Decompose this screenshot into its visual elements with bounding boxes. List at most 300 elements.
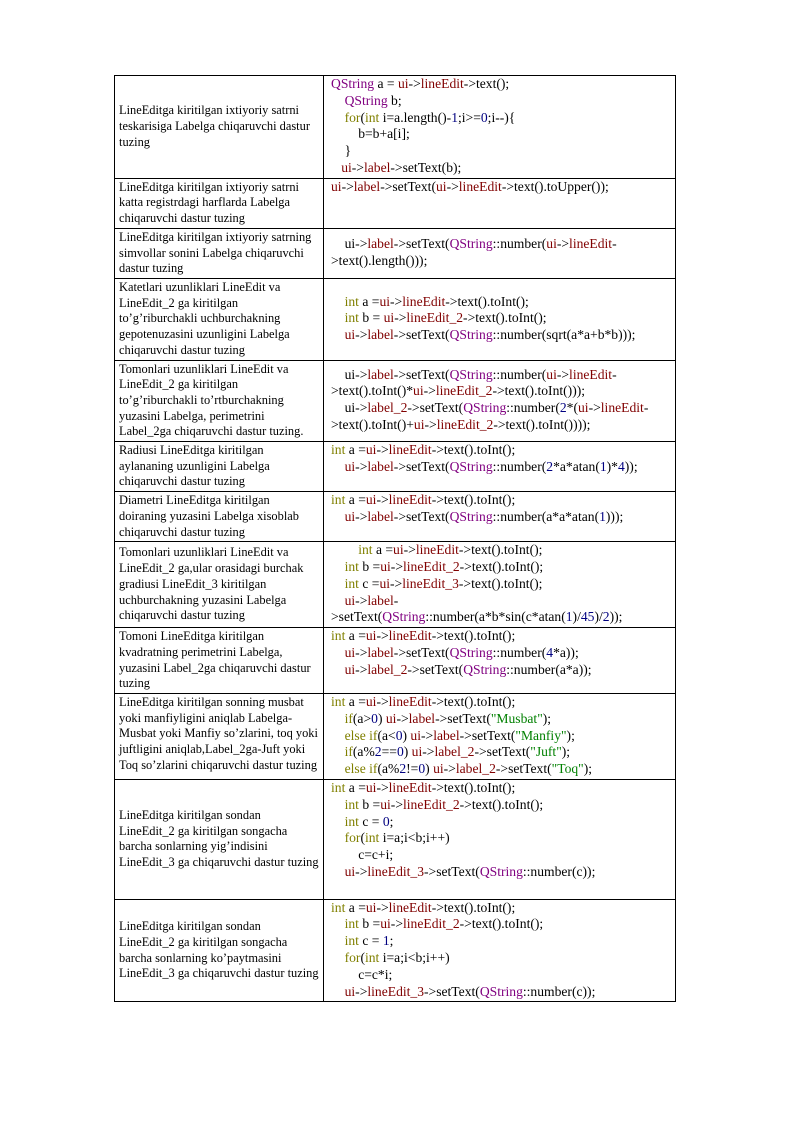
code-token: lineEdit <box>388 492 432 508</box>
task-description: Tomoni LineEditga kiritilgan kvadratning perimetrini Labelga, yuzasini Label_2ga chiqaruvchi dastur tuzing <box>115 628 324 694</box>
code-token: QString <box>331 76 375 91</box>
code-token: -> <box>396 710 409 726</box>
code-line <box>331 576 671 593</box>
code-token <box>331 509 345 524</box>
code-line <box>331 383 671 400</box>
code-token: b = <box>358 796 381 812</box>
code-token: label_2 <box>367 661 408 677</box>
code-token: c = <box>358 933 383 949</box>
code-cell <box>324 360 676 442</box>
code-token: ui <box>393 542 404 558</box>
code-token: ui <box>397 76 409 91</box>
code-token: QString <box>449 508 493 524</box>
code-line <box>331 950 671 967</box>
code-token: ; <box>389 933 394 949</box>
code-token: 1 <box>451 109 458 125</box>
code-token: -> <box>376 442 389 458</box>
code-line <box>331 76 671 93</box>
code-token: ) <box>403 744 412 760</box>
code-token: ->text().toInt(); <box>458 542 543 558</box>
code-token: ui <box>413 417 425 433</box>
code-token: - <box>612 236 617 252</box>
task-description: Tomonlari uzunliklari LineEdit va LineEdit_2 ga,ular orasidagi burchak gradiusi LineEdit_3 kiritilgan uchburchakning yuzasini Labelga chiqaruvchi dastur tuzing <box>115 542 324 628</box>
code-token: QString <box>479 864 523 880</box>
code-token: ->text().toInt(); <box>459 796 544 812</box>
code-token: int <box>331 628 346 644</box>
code-line <box>331 933 671 950</box>
code-token: -> <box>355 645 368 661</box>
code-token: ui <box>344 508 356 524</box>
code-token: ::number(a*b*sin(c*atan( <box>425 609 566 625</box>
code-token: "Manfiy" <box>515 727 567 743</box>
code-line <box>331 728 671 745</box>
code-token: ;i>= <box>457 109 481 125</box>
code-token: lineEdit_2 <box>403 559 460 575</box>
code-token: ->setText( <box>380 178 436 194</box>
code-token: QString <box>382 609 426 625</box>
code-token <box>331 864 345 879</box>
code-token: 2 <box>559 400 567 416</box>
code-token: -> <box>376 628 389 644</box>
code-line <box>331 253 671 270</box>
code-token: ->text().toInt(); <box>458 575 543 591</box>
code-token: ::number(c)); <box>522 864 596 880</box>
code-token: -> <box>376 780 389 796</box>
code-cell <box>324 780 676 900</box>
code-cell <box>324 492 676 542</box>
table-row <box>115 178 676 228</box>
code-token <box>331 761 345 776</box>
code-token: label <box>367 645 394 661</box>
code-token: "Musbat" <box>490 710 543 726</box>
code-token: ui <box>365 492 377 508</box>
code-token: label <box>367 236 394 252</box>
code-token: >text().length())); <box>331 252 428 268</box>
code-token: a = <box>345 492 366 508</box>
code-line <box>331 179 671 196</box>
code-token: ui <box>365 628 377 644</box>
code-token: else <box>344 727 366 743</box>
code-token: ->setText( <box>424 983 480 999</box>
code-token: ( <box>360 950 365 965</box>
code-token: -> <box>341 178 354 194</box>
code-token: QString <box>463 661 507 677</box>
code-token: a = <box>345 780 366 796</box>
code-token: ::number( <box>506 400 560 416</box>
code-token: ->setText( <box>407 400 464 416</box>
code-token: int <box>364 830 380 846</box>
code-token: if <box>344 710 353 726</box>
code-token: ui <box>365 694 377 710</box>
code-line <box>331 830 671 847</box>
code-token: 0 <box>480 109 488 125</box>
code-token: ui <box>383 310 395 326</box>
code-token: ); <box>542 710 552 726</box>
code-token: lineEdit <box>388 442 432 458</box>
code-token: ui <box>380 559 391 575</box>
code-token: ui <box>436 178 447 194</box>
code-line <box>331 609 671 626</box>
code-token: lineEdit_2 <box>403 796 460 812</box>
task-description: Katetlari uzunliklari LineEdit va LineEdit_2 ga kiritilgan to’g’riburchakli uchburchakning gepotenuzasini uzunligini Labelga chiqaruvchi dastur tuzing <box>115 279 324 361</box>
task-description: Tomonlari uzunliklari LineEdit va LineEdit_2 ga kiritilgan to’g’riburchakli to’rtburchakning yuzasini Labelga, perimetrini Label_2ga chiqaruvchi dastur tuzing. <box>115 360 324 442</box>
code-token <box>331 559 345 574</box>
code-token <box>331 327 345 342</box>
code-token: label <box>367 592 394 608</box>
code-token: ui <box>546 236 557 252</box>
code-token: != <box>406 761 419 777</box>
code-token: ui <box>344 645 356 661</box>
code-token: 2 <box>399 761 407 777</box>
code-token: int <box>331 899 346 915</box>
code-token: ui <box>344 327 356 343</box>
code-cell <box>324 178 676 228</box>
code-token: lineEdit <box>388 628 432 644</box>
task-description: LineEditga kiritilgan sondan LineEdit_2 ga kiritilgan songacha barcha sonlarning ko’paytmasini LineEdit_3 ga chiqaruvchi dastur tuzing <box>115 899 324 1002</box>
code-token: ui <box>385 710 397 726</box>
code-token: QString <box>344 92 388 108</box>
code-token: ->setText( <box>435 710 491 726</box>
code-token: ->text().toInt(); <box>431 628 516 644</box>
code-line <box>331 761 671 778</box>
code-line <box>331 400 671 417</box>
code-token <box>331 711 345 726</box>
code-token: ui <box>380 916 391 932</box>
code-token: -> <box>421 727 434 743</box>
code-line <box>331 984 671 1001</box>
code-token: 1 <box>565 609 573 625</box>
code-token: a = <box>345 628 366 644</box>
code-line <box>331 509 671 526</box>
code-token: *( <box>566 400 578 416</box>
code-token <box>331 93 345 108</box>
code-token: ::number(c)); <box>522 983 596 999</box>
code-token: label <box>408 710 436 726</box>
code-token: ui-> <box>331 366 368 382</box>
code-line <box>331 310 671 327</box>
code-token: QString <box>479 983 523 999</box>
code-token <box>331 645 345 660</box>
code-token: -> <box>376 899 389 915</box>
code-token: int <box>344 293 359 309</box>
table-row <box>115 228 676 278</box>
code-token: -> <box>355 458 368 474</box>
code-token: -> <box>403 542 416 558</box>
code-token: 1 <box>599 458 607 474</box>
code-line <box>331 711 671 728</box>
code-line <box>331 542 671 559</box>
code-token: label <box>353 178 381 194</box>
code-token: )* <box>606 458 618 474</box>
code-token: ui <box>365 780 377 796</box>
code-token: ->text().toInt(); <box>431 694 516 710</box>
code-token: (a< <box>377 727 396 743</box>
code-token: int <box>331 780 346 796</box>
code-token: b = <box>358 559 381 575</box>
task-description: LineEditga kiritilgan ixtiyoriy satrni katta registrdagi harflarda Labelga chiqaruvchi dastur tuzing <box>115 178 324 228</box>
code-line <box>331 459 671 476</box>
code-token: ->text().toInt(); <box>445 293 529 309</box>
code-token: ->text().toInt(); <box>431 442 516 458</box>
code-token <box>331 830 345 845</box>
code-token: lineEdit_3 <box>367 864 425 880</box>
exercise-table-body <box>115 76 676 1002</box>
code-token: ->text().toInt()))); <box>493 417 591 433</box>
code-token: lineEdit <box>569 366 613 382</box>
code-token: ->setText(b); <box>390 159 462 175</box>
code-line <box>331 417 671 434</box>
code-token: lineEdit <box>388 694 432 710</box>
code-token: - <box>393 592 399 608</box>
code-token: -> <box>394 310 407 326</box>
code-token: lineEdit_2 <box>436 417 494 433</box>
code-token: i=a;i<b;i++) <box>379 950 450 965</box>
code-cell <box>324 279 676 361</box>
code-token: ->setText( <box>393 366 450 382</box>
code-token: 4 <box>617 458 625 474</box>
code-token: ui <box>411 744 423 760</box>
code-token: -> <box>355 661 368 677</box>
code-token: ->setText( <box>393 645 450 661</box>
code-line <box>331 694 671 711</box>
code-token: 45 <box>580 609 595 625</box>
code-line <box>331 967 671 984</box>
code-token: ); <box>583 761 593 777</box>
code-line <box>331 367 671 384</box>
table-row <box>115 542 676 628</box>
code-token: int <box>344 796 359 812</box>
code-token: lineEdit <box>458 178 502 194</box>
code-token: label <box>367 458 394 474</box>
code-cell <box>324 228 676 278</box>
code-line <box>331 160 671 177</box>
code-line <box>331 143 671 160</box>
code-cell <box>324 76 676 179</box>
code-token: QString <box>449 327 493 343</box>
code-token <box>331 744 345 759</box>
code-token: )); <box>609 609 623 625</box>
code-token: ->setText( <box>495 761 552 777</box>
code-cell <box>324 628 676 694</box>
code-token: QString <box>449 645 493 661</box>
code-token: - <box>643 400 649 416</box>
code-token: >text().toInt()+ <box>331 417 414 433</box>
code-token: ui-> <box>331 236 368 252</box>
code-token: label <box>367 508 394 524</box>
code-token: ))); <box>605 508 624 524</box>
code-token: b=b+a[i]; <box>331 126 410 142</box>
code-token: lineEdit <box>402 293 446 309</box>
code-token: -> <box>408 76 421 91</box>
code-line <box>331 442 671 459</box>
code-token: ->setText( <box>424 864 480 880</box>
code-token: ::number( <box>492 236 547 252</box>
code-cell <box>324 899 676 1002</box>
code-token: 0 <box>418 761 426 777</box>
code-token: label <box>433 727 460 743</box>
code-token: ui <box>365 442 377 458</box>
code-token: >text().toInt()* <box>331 383 414 399</box>
code-token: a = <box>345 694 366 710</box>
code-token: ; <box>389 813 394 829</box>
code-line <box>331 881 671 898</box>
code-token <box>331 593 345 608</box>
code-line <box>331 864 671 881</box>
code-token: lineEdit_2 <box>403 916 460 932</box>
code-token: -> <box>423 383 436 399</box>
code-cell <box>324 442 676 492</box>
task-description: LineEditga kiritilgan ixtiyoriy satrning simvollar sonini Labelga chiqaruvchi dastur tuzing <box>115 228 324 278</box>
code-token <box>331 459 345 474</box>
code-token: >setText( <box>331 609 383 625</box>
code-token: ui <box>344 458 356 474</box>
code-token: ::number( <box>492 458 547 474</box>
code-token: ); <box>566 727 575 743</box>
code-token: 2 <box>602 609 610 625</box>
code-token: QString <box>449 366 493 382</box>
code-token: -> <box>446 178 459 194</box>
code-token: ->text().toInt(); <box>431 492 516 508</box>
code-token: 4 <box>546 645 554 661</box>
code-token: ::number(a*a)); <box>506 661 592 677</box>
code-token: -> <box>390 916 403 932</box>
code-token: lineEdit_3 <box>367 983 425 999</box>
code-token <box>331 310 345 325</box>
code-token: ui <box>379 293 391 309</box>
code-token: ui <box>344 661 356 677</box>
task-description: LineEditga kiritilgan sondan LineEdit_2 ga kiritilgan songacha barcha sonlarning yig’indisini LineEdit_3 ga chiqaruvchi dastur tuzing <box>115 780 324 900</box>
code-token: for <box>344 950 361 965</box>
code-token: b = <box>358 310 384 326</box>
code-token: if <box>369 761 378 777</box>
code-token: )); <box>624 458 638 474</box>
code-line <box>331 645 671 662</box>
code-token: -> <box>556 366 570 382</box>
code-token <box>331 294 345 309</box>
code-token: -> <box>424 417 437 433</box>
exercise-table <box>114 75 676 1002</box>
code-token <box>331 950 345 965</box>
code-token: ->setText( <box>393 508 450 524</box>
code-token <box>331 662 345 677</box>
code-line <box>331 294 671 311</box>
code-token: ->setText( <box>393 458 450 474</box>
code-token: -> <box>556 236 570 252</box>
code-token: ( <box>360 830 365 846</box>
code-token: ->setText( <box>393 236 450 252</box>
code-token: ->setText( <box>393 327 450 343</box>
code-token: int <box>344 933 359 949</box>
code-token: int <box>331 694 346 710</box>
code-token <box>331 110 345 125</box>
code-token: lineEdit_3 <box>402 575 459 591</box>
task-description: Diametri LineEditga kiritilgan doiraning yuzasini Labelga xisoblab chiqaruvchi dastur tuzing <box>115 492 324 542</box>
code-token: -> <box>355 983 368 999</box>
code-token <box>331 576 345 591</box>
code-token: ->text().toInt(); <box>459 916 544 932</box>
code-line <box>331 327 671 344</box>
table-row <box>115 780 676 900</box>
code-token: int <box>344 916 359 932</box>
code-token: -> <box>355 508 368 524</box>
code-token: *a*atan( <box>553 458 600 474</box>
code-token: if <box>369 727 378 743</box>
code-token: "Toq" <box>551 761 584 777</box>
code-line <box>331 662 671 679</box>
code-line <box>331 110 671 127</box>
code-token: ->text().toInt(); <box>463 310 547 326</box>
code-token: ui <box>546 366 557 382</box>
code-token: ::number( <box>492 366 547 382</box>
code-line <box>331 916 671 933</box>
code-token: i=a;i<b;i++) <box>379 830 450 846</box>
code-token: ->setText( <box>459 727 516 743</box>
code-token: int <box>331 492 346 508</box>
code-token <box>331 916 345 931</box>
code-token: ::number( <box>492 645 547 661</box>
code-token <box>331 933 345 948</box>
code-token: lineEdit_2 <box>435 383 493 399</box>
table-row <box>115 492 676 542</box>
code-token: -> <box>443 761 456 777</box>
code-token: ui <box>344 983 356 999</box>
code-line <box>331 492 671 509</box>
code-line <box>331 236 671 253</box>
table-row <box>115 76 676 179</box>
table-row <box>115 694 676 780</box>
code-token: 0 <box>395 727 403 743</box>
code-token: label_2 <box>455 761 496 777</box>
code-token <box>331 797 345 812</box>
code-token: lineEdit <box>415 542 459 558</box>
code-token: -> <box>355 864 368 880</box>
code-token: int <box>344 813 359 829</box>
code-token: - <box>612 366 617 382</box>
code-line <box>331 126 671 143</box>
code-token: ) <box>425 761 434 777</box>
code-line <box>331 593 671 610</box>
code-token: ui <box>379 575 391 591</box>
code-token <box>331 814 345 829</box>
code-token: == <box>381 744 397 760</box>
table-row <box>115 442 676 492</box>
code-line <box>331 814 671 831</box>
code-token: ->text().toInt(); <box>459 559 544 575</box>
code-line <box>331 847 671 864</box>
code-token: -> <box>351 159 364 175</box>
code-token: c=c+i; <box>331 847 394 863</box>
code-token: int <box>331 442 346 458</box>
code-token: -> <box>355 327 368 343</box>
code-token: -> <box>588 400 601 416</box>
code-token: a = <box>358 293 380 309</box>
code-token: QString <box>449 236 493 252</box>
code-token: ->setText( <box>407 661 464 677</box>
code-line <box>331 559 671 576</box>
code-token: lineEdit <box>420 76 464 91</box>
code-token: ::number(sqrt(a*a+b*b))); <box>492 327 636 343</box>
code-line <box>331 744 671 761</box>
code-token: ui <box>413 383 424 399</box>
code-line <box>331 797 671 814</box>
code-token: label_2 <box>434 744 475 760</box>
code-token: c = <box>358 813 383 829</box>
code-token: i=a.length()- <box>379 109 452 125</box>
code-token: 0 <box>371 710 378 726</box>
code-token: lineEdit <box>388 780 432 796</box>
code-token: (a% <box>352 744 375 760</box>
code-token: int <box>344 559 359 575</box>
